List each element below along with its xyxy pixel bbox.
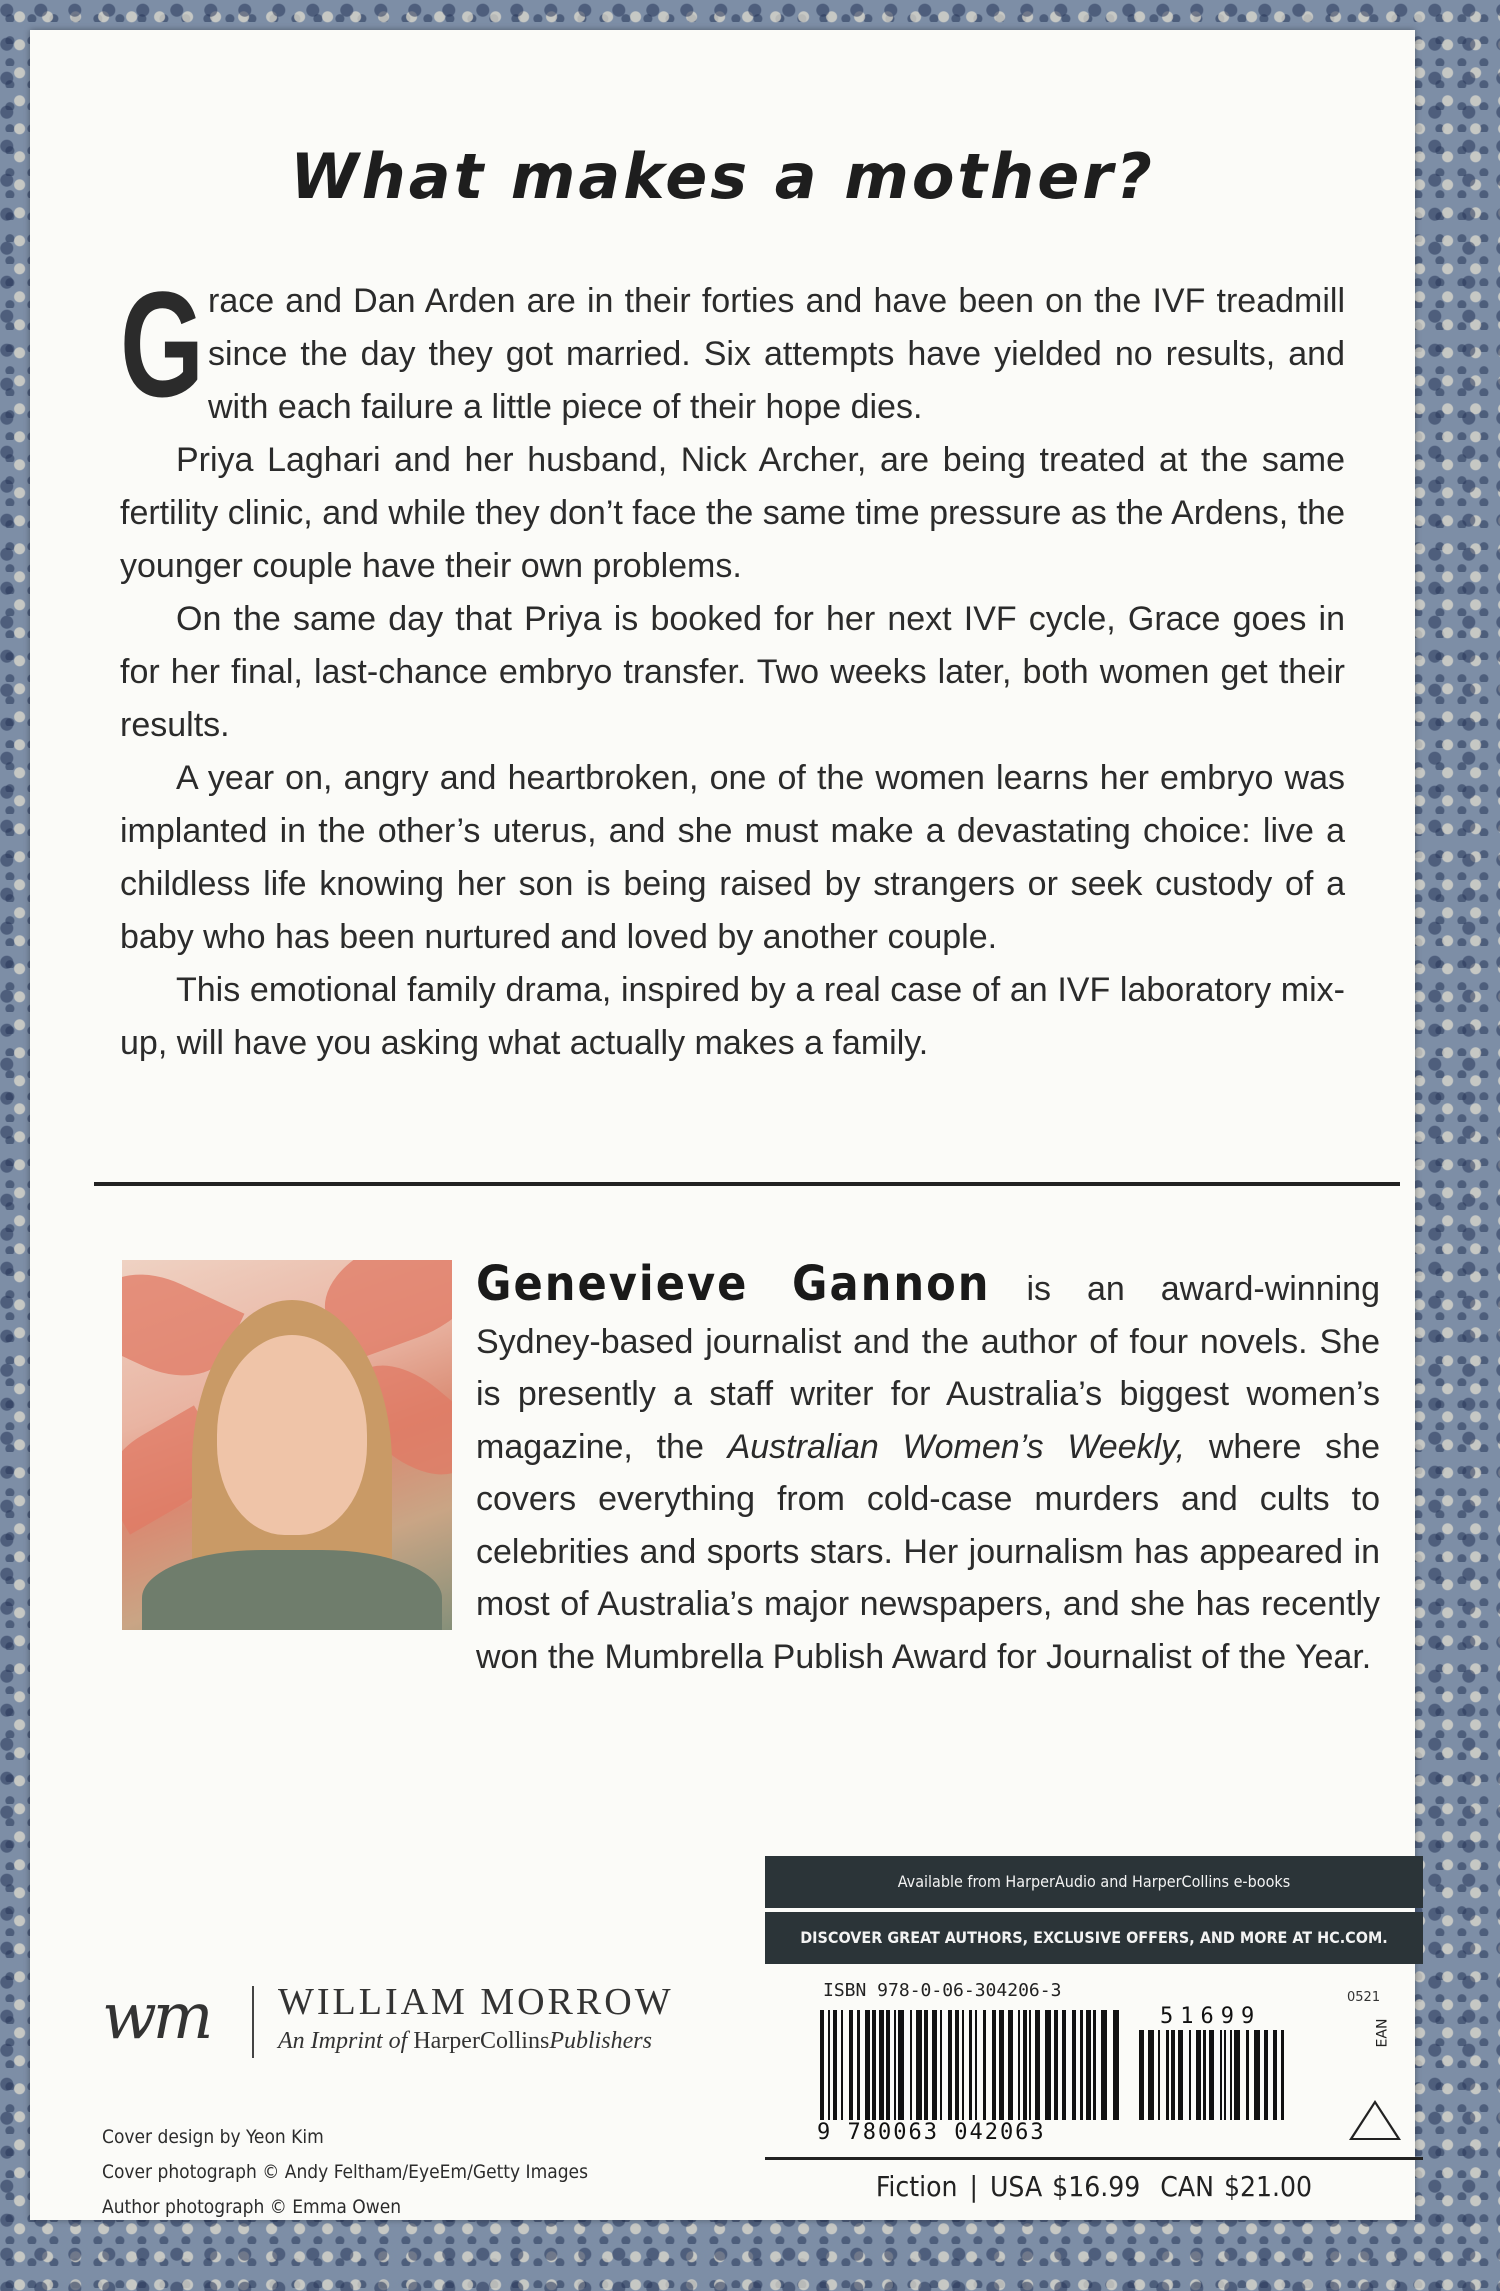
blurb-paragraph-4: A year on, angry and heartbroken, one of the women learns her embryo was implanted in the other’s uterus, and she must make a devastating choice: live a childless life knowing her son is being raised by strangers or seek custody of a baby who has been nurtured and loved by another couple.	[120, 759, 1345, 956]
publisher-imprint: An Imprint of HarperCollinsPublishers	[278, 2028, 652, 2054]
barcode-bar	[910, 2010, 912, 2120]
barcode-bar	[948, 2010, 952, 2120]
barcode-bar	[999, 2010, 1004, 2120]
blurb-paragraph-1	[120, 260, 1345, 434]
barcode-bar	[916, 2010, 922, 2120]
drop-cap: G	[120, 260, 205, 428]
barcode-bar	[841, 2010, 843, 2120]
barcode-bar	[1080, 2010, 1083, 2120]
barcode	[765, 1970, 1425, 2170]
barcode-bar	[1171, 2030, 1175, 2120]
barcode-bar	[1196, 2030, 1201, 2120]
barcode-bar	[898, 2010, 904, 2120]
barcode-bar	[1062, 2010, 1066, 2120]
cover-design-credit: Cover design by Yeon Kim	[102, 2126, 324, 2148]
addon-bars	[1139, 2030, 1289, 2120]
barcode-bar	[828, 2010, 830, 2120]
barcode-bar	[1281, 2030, 1284, 2120]
promo-banner: DISCOVER GREAT AUTHORS, EXCLUSIVE OFFERS, AND MORE AT HC.COM.	[765, 1912, 1423, 1964]
barcode-bar	[932, 2010, 937, 2120]
bio-text: is an award-winning Sydney-based journalist and the author of four novels. She is presently a staff writer for Australia’s biggest women’s magazine, the	[476, 1270, 1380, 1466]
barcode-bar	[879, 2010, 884, 2120]
addon-digits: 51699	[1160, 2004, 1262, 2029]
author-photo-credit: Author photograph © Emma Owen	[102, 2196, 402, 2218]
blurb-text: race and Dan Arden are in their forties and have been on the IVF treadmill since the day they got married. Six attempts have yielded no results, and with each failure a little piece of their hope dies.	[208, 282, 1345, 426]
barcode-bar	[1203, 2030, 1206, 2120]
barcode-bar	[865, 2010, 870, 2120]
barcode-bar	[1035, 2010, 1040, 2120]
barcode-bar	[1220, 2030, 1222, 2120]
barcode-bar	[1008, 2010, 1013, 2120]
ean-triangle-icon	[1349, 2100, 1401, 2140]
price-divider	[765, 2157, 1423, 2160]
isbn: ISBN 978-0-06-304206-3	[823, 1980, 1062, 2001]
barcode-bar	[1166, 2030, 1169, 2120]
barcode-bar	[1023, 2010, 1027, 2120]
barcode-bar	[1029, 2010, 1031, 2120]
publisher-logo: wm	[102, 1980, 210, 2054]
barcode-bar	[983, 2010, 986, 2120]
barcode-bar	[975, 2010, 977, 2120]
barcode-digits: 9 780063 042063	[817, 2120, 1046, 2145]
price-line	[765, 2170, 1423, 2203]
barcode-bar	[969, 2010, 972, 2120]
blurb	[120, 260, 1345, 1070]
availability-banner: Available from HarperAudio and HarperCollins e-books	[765, 1856, 1423, 1908]
barcode-bar	[1086, 2010, 1091, 2120]
barcode-bar	[1246, 2030, 1249, 2120]
barcode-bar	[940, 2010, 942, 2120]
blurb-paragraph-2: Priya Laghari and her husband, Nick Archer, are being treated at the same fertility clinic, and while they don’t face the same time pressure as the Ardens, the younger couple have their own problems.	[120, 441, 1345, 585]
barcode-bar	[1072, 2010, 1076, 2120]
barcode-bar	[1093, 2010, 1096, 2120]
section-divider	[94, 1182, 1400, 1186]
barcode-bars	[820, 2010, 1120, 2120]
barcode-bar	[1018, 2010, 1020, 2120]
print-code: 0521	[1347, 1990, 1381, 2005]
barcode-bar	[924, 2010, 928, 2120]
barcode-bar	[1254, 2030, 1260, 2120]
barcode-bar	[1224, 2030, 1226, 2120]
publisher-block	[102, 1980, 742, 2070]
blurb-paragraph-3: On the same day that Priya is booked for her next IVF cycle, Grace goes in for her final, last-chance embryo transfer. Two weeks later, both women get their results.	[120, 600, 1345, 744]
barcode-bar	[820, 2010, 824, 2120]
cover-photo-credit: Cover photograph © Andy Feltham/EyeEm/Getty Images	[102, 2161, 588, 2183]
barcode-bar	[1101, 2010, 1107, 2120]
credits	[102, 2120, 588, 2225]
can-price: CAN $21.00	[1160, 2170, 1313, 2203]
price-separator: |	[969, 2170, 978, 2203]
barcode-bar	[1264, 2030, 1268, 2120]
barcode-bar	[849, 2010, 853, 2120]
barcode-bar	[955, 2010, 959, 2120]
publisher-divider	[252, 1986, 254, 2058]
genre: Fiction	[875, 2170, 958, 2203]
barcode-bar	[1234, 2030, 1240, 2120]
ean-label: EAN	[1374, 2018, 1391, 2048]
blurb-paragraph-5: This emotional family drama, inspired by a real case of an IVF laboratory mix-up, will have you asking what actually makes a family.	[120, 971, 1345, 1062]
barcode-bar	[1139, 2030, 1144, 2120]
barcode-bar	[1209, 2030, 1214, 2120]
magazine-title: Australian Women’s Weekly,	[727, 1427, 1186, 1466]
barcode-bar	[992, 2010, 996, 2120]
barcode-bar	[1230, 2030, 1232, 2120]
headline: What makes a mother?	[290, 140, 1155, 213]
barcode-bar	[857, 2010, 860, 2120]
barcode-bar	[1045, 2010, 1051, 2120]
author-name: Genevieve Gannon	[476, 1256, 991, 1312]
barcode-bar	[833, 2010, 837, 2120]
usa-price: USA $16.99	[989, 2170, 1141, 2203]
publisher-name: WILLIAM MORROW	[278, 1981, 674, 2023]
barcode-bar	[872, 2010, 876, 2120]
back-cover	[30, 30, 1415, 2220]
barcode-bar	[886, 2010, 890, 2120]
barcode-bar	[1113, 2010, 1119, 2120]
bio-text-2: where she covers everything from cold-case murders and cults to celebrities and sports stars. Her journalism has appeared in most of Australia’s major newspapers, and she has recently won the Mumbrella Publish Award for Journalist of the Year.	[476, 1427, 1380, 1676]
barcode-bar	[1158, 2030, 1160, 2120]
barcode-bar	[1273, 2030, 1277, 2120]
barcode-bar	[894, 2010, 896, 2120]
barcode-bar	[1178, 2030, 1183, 2120]
barcode-bar	[1054, 2010, 1058, 2120]
barcode-bar	[1148, 2030, 1154, 2120]
barcode-bar	[1189, 2030, 1191, 2120]
barcode-bar	[962, 2010, 964, 2120]
author-bio	[122, 1258, 1380, 1683]
